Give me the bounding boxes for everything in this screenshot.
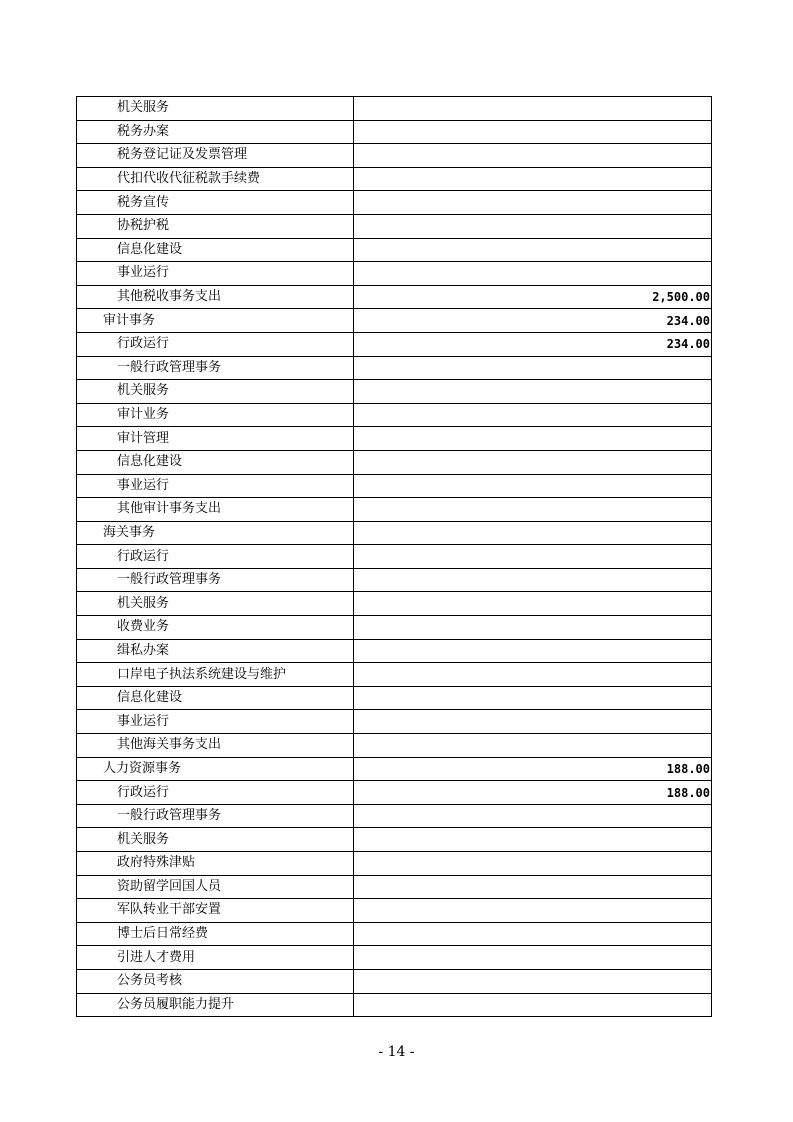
amount-cell — [354, 993, 712, 1017]
item-name-cell: 税务宣传 — [77, 191, 354, 215]
amount-cell — [354, 498, 712, 522]
table-row — [77, 380, 712, 404]
amount-cell — [354, 403, 712, 427]
table-row — [77, 875, 712, 899]
amount-cell — [354, 521, 712, 545]
amount-cell — [354, 686, 712, 710]
item-name-cell: 其他审计事务支出 — [77, 498, 354, 522]
item-name-cell: 行政运行 — [77, 781, 354, 805]
amount-cell — [354, 238, 712, 262]
amount-cell — [354, 545, 712, 569]
amount-cell — [354, 828, 712, 852]
item-name-cell: 代扣代收代征税款手续费 — [77, 167, 354, 191]
amount-cell — [354, 946, 712, 970]
table-row — [77, 450, 712, 474]
item-name-cell: 军队转业干部安置 — [77, 899, 354, 923]
table-row — [77, 498, 712, 522]
amount-cell: 188.00 — [354, 757, 712, 781]
table-row — [77, 545, 712, 569]
item-name-cell: 口岸电子执法系统建设与维护 — [77, 663, 354, 687]
table-row — [77, 899, 712, 923]
table-row — [77, 993, 712, 1017]
amount-cell — [354, 380, 712, 404]
item-name-cell: 行政运行 — [77, 332, 354, 356]
amount-cell — [354, 144, 712, 168]
table-row — [77, 521, 712, 545]
amount-cell — [354, 899, 712, 923]
amount-cell — [354, 592, 712, 616]
table-row — [77, 262, 712, 286]
table-row — [77, 616, 712, 640]
table-row — [77, 734, 712, 758]
amount-cell: 2,500.00 — [354, 285, 712, 309]
amount-cell — [354, 97, 712, 121]
amount-cell — [354, 568, 712, 592]
item-name-cell: 一般行政管理事务 — [77, 804, 354, 828]
item-name-cell: 事业运行 — [77, 262, 354, 286]
table-row — [77, 403, 712, 427]
amount-cell — [354, 214, 712, 238]
amount-cell — [354, 922, 712, 946]
table-row — [77, 167, 712, 191]
item-name-cell: 事业运行 — [77, 474, 354, 498]
table-row — [77, 120, 712, 144]
table-row — [77, 144, 712, 168]
item-name-cell: 其他税收事务支出 — [77, 285, 354, 309]
item-name-cell: 公务员履职能力提升 — [77, 993, 354, 1017]
table-row — [77, 828, 712, 852]
amount-cell — [354, 710, 712, 734]
item-name-cell: 税务办案 — [77, 120, 354, 144]
item-name-cell: 人力资源事务 — [77, 757, 354, 781]
item-name-cell: 缉私办案 — [77, 639, 354, 663]
table-row — [77, 663, 712, 687]
table-body — [77, 97, 712, 1017]
table-row — [77, 781, 712, 805]
item-name-cell: 机关服务 — [77, 828, 354, 852]
table-row — [77, 238, 712, 262]
table-row — [77, 757, 712, 781]
item-name-cell: 资助留学回国人员 — [77, 875, 354, 899]
table-row — [77, 191, 712, 215]
table-row — [77, 852, 712, 876]
amount-cell — [354, 875, 712, 899]
amount-cell — [354, 167, 712, 191]
item-name-cell: 信息化建设 — [77, 686, 354, 710]
item-name-cell: 政府特殊津贴 — [77, 852, 354, 876]
item-name-cell: 机关服务 — [77, 380, 354, 404]
table-row — [77, 804, 712, 828]
table-row — [77, 309, 712, 333]
amount-cell — [354, 804, 712, 828]
table-row — [77, 592, 712, 616]
table-row — [77, 710, 712, 734]
table-row — [77, 922, 712, 946]
table-row — [77, 427, 712, 451]
amount-cell — [354, 356, 712, 380]
item-name-cell: 信息化建设 — [77, 238, 354, 262]
amount-cell — [354, 427, 712, 451]
item-name-cell: 机关服务 — [77, 97, 354, 121]
table-row — [77, 285, 712, 309]
item-name-cell: 机关服务 — [77, 592, 354, 616]
table-row — [77, 639, 712, 663]
item-name-cell: 公务员考核 — [77, 969, 354, 993]
item-name-cell: 审计管理 — [77, 427, 354, 451]
amount-cell — [354, 450, 712, 474]
amount-cell — [354, 663, 712, 687]
table-row — [77, 97, 712, 121]
amount-cell — [354, 120, 712, 144]
amount-cell — [354, 616, 712, 640]
table-row — [77, 356, 712, 380]
item-name-cell: 协税护税 — [77, 214, 354, 238]
budget-expenditure-table — [76, 96, 712, 1017]
page-number: - 14 - — [378, 1044, 415, 1060]
amount-cell — [354, 191, 712, 215]
amount-cell: 234.00 — [354, 332, 712, 356]
item-name-cell: 审计业务 — [77, 403, 354, 427]
item-name-cell: 一般行政管理事务 — [77, 356, 354, 380]
item-name-cell: 其他海关事务支出 — [77, 734, 354, 758]
amount-cell — [354, 734, 712, 758]
table-row — [77, 214, 712, 238]
table-row — [77, 474, 712, 498]
item-name-cell: 海关事务 — [77, 521, 354, 545]
item-name-cell: 税务登记证及发票管理 — [77, 144, 354, 168]
table-row — [77, 969, 712, 993]
amount-cell — [354, 474, 712, 498]
item-name-cell: 引进人才费用 — [77, 946, 354, 970]
amount-cell — [354, 262, 712, 286]
amount-cell — [354, 969, 712, 993]
item-name-cell: 信息化建设 — [77, 450, 354, 474]
table-row — [77, 332, 712, 356]
table-row — [77, 686, 712, 710]
amount-cell: 234.00 — [354, 309, 712, 333]
item-name-cell: 收费业务 — [77, 616, 354, 640]
amount-cell: 188.00 — [354, 781, 712, 805]
item-name-cell: 事业运行 — [77, 710, 354, 734]
item-name-cell: 一般行政管理事务 — [77, 568, 354, 592]
table-row — [77, 946, 712, 970]
table-row — [77, 568, 712, 592]
amount-cell — [354, 639, 712, 663]
amount-cell — [354, 852, 712, 876]
item-name-cell: 审计事务 — [77, 309, 354, 333]
item-name-cell: 行政运行 — [77, 545, 354, 569]
item-name-cell: 博士后日常经费 — [77, 922, 354, 946]
